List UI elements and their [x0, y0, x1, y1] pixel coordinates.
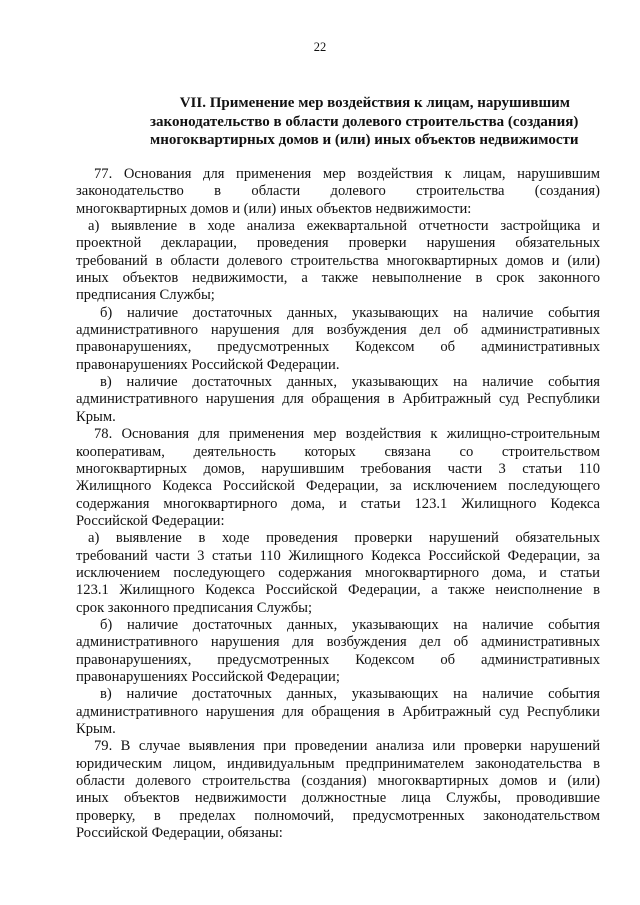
text-line: Российской Федерации:: [76, 512, 225, 529]
text-line: многоквартирных домов, нарушившим требования части 3 статьи 110: [76, 460, 600, 477]
paragraph-77-b: [76, 305, 600, 374]
text-line: области долевого строительства (создания) многоквартирных домов и (или): [76, 773, 600, 790]
text-line: 78. Основания для применения мер воздействия к жилищно-строительным: [94, 426, 600, 443]
paragraph-77: [76, 166, 600, 218]
text-line: требований части 3 статьи 110 Жилищного Кодекса Российской Федерации, за: [76, 547, 600, 564]
heading-line: VII. Применение мер воздействия к лицам, нарушившим: [179, 95, 570, 111]
text-line: 79. В случае выявления при проведении анализа или проверки нарушений: [94, 738, 600, 755]
text-line: иных объектов недвижимости должностные лица Службы, проводившие: [76, 790, 600, 807]
text-line: правонарушениях Российской Федерации;: [76, 668, 340, 685]
text-line: в) наличие достаточных данных, указывающих на наличие события: [100, 686, 600, 703]
text-line: административного нарушения для обращения в Арбитражный суд Республики: [76, 391, 600, 408]
text-line: содержания многоквартирного дома, и статьи 123.1 Жилищного Кодекса: [76, 495, 600, 512]
paragraph-78: [76, 426, 600, 530]
paragraph-78-v: [76, 686, 600, 738]
text-line: кооперативам, деятельность которых связана со строительством: [76, 443, 600, 460]
text-line: Крым.: [76, 408, 116, 425]
text-line: Жилищного Кодекса Российской Федерации, за исключением последующего: [76, 478, 600, 495]
paragraph-78-a: [76, 530, 600, 617]
text-line: административного нарушения для возбуждения дел об административных: [76, 322, 600, 339]
document-body: [76, 166, 600, 842]
text-line: в) наличие достаточных данных, указывающих на наличие события: [100, 374, 600, 391]
text-line: 123.1 Жилищного Кодекса Российской Федерации, а также неисполнение в: [76, 582, 600, 599]
text-line: многоквартирных домов и (или) иных объектов недвижимости:: [76, 200, 472, 217]
text-line: Крым.: [76, 721, 116, 737]
text-line: б) наличие достаточных данных, указывающих на наличие события: [100, 304, 600, 321]
heading-line: законодательство в области долевого строительства (создания): [150, 113, 579, 130]
text-line: проверку, в пределах полномочий, предусмотренных законодательством: [76, 807, 600, 824]
text-line: правонарушениях, предусмотренных Кодексом об административных: [76, 339, 600, 356]
text-line: 77. Основания для применения мер воздействия к лицам, нарушившим: [94, 166, 600, 182]
text-line: административного нарушения для обращения в Арбитражный суд Республики: [76, 703, 600, 720]
text-line: правонарушениях, предусмотренных Кодексом об административных: [76, 651, 600, 668]
text-line: б) наличие достаточных данных, указывающих на наличие события: [100, 616, 600, 633]
text-line: правонарушениях Российской Федерации.: [76, 356, 340, 373]
text-line: предписания Службы;: [76, 287, 215, 304]
text-line: проектной декларации, проведения проверки нарушения обязательных: [76, 235, 600, 252]
page-number: 22: [313, 40, 327, 54]
paragraph-77-a: [76, 218, 600, 305]
text-line: а) выявление в ходе проведения проверки нарушений обязательных: [88, 530, 600, 547]
section-heading: [150, 94, 579, 150]
text-line: юридическим лицом, индивидуальным предпринимателем законодательства в: [76, 755, 600, 772]
paragraph-77-v: [76, 374, 600, 426]
text-line: требований в области долевого строительства многоквартирных домов и (или): [76, 252, 600, 269]
text-line: срок законного предписания Службы;: [76, 599, 313, 616]
paragraph-79: [76, 738, 600, 842]
text-line: иных объектов недвижимости, а также невыполнение в срок законного: [76, 270, 600, 287]
text-line: административного нарушения для возбуждения дел об административных: [76, 634, 600, 651]
text-line: законодательство в области долевого строительства (создания): [76, 183, 600, 200]
text-line: исключением последующего содержания многоквартирного дома, и статьи: [76, 564, 600, 581]
text-line: а) выявление в ходе анализа ежеквартальной отчетности застройщика и: [88, 218, 600, 235]
heading-line: многоквартирных домов и (или) иных объектов недвижимости: [150, 132, 579, 148]
text-line: Российской Федерации, обязаны:: [76, 825, 283, 842]
paragraph-78-b: [76, 617, 600, 686]
